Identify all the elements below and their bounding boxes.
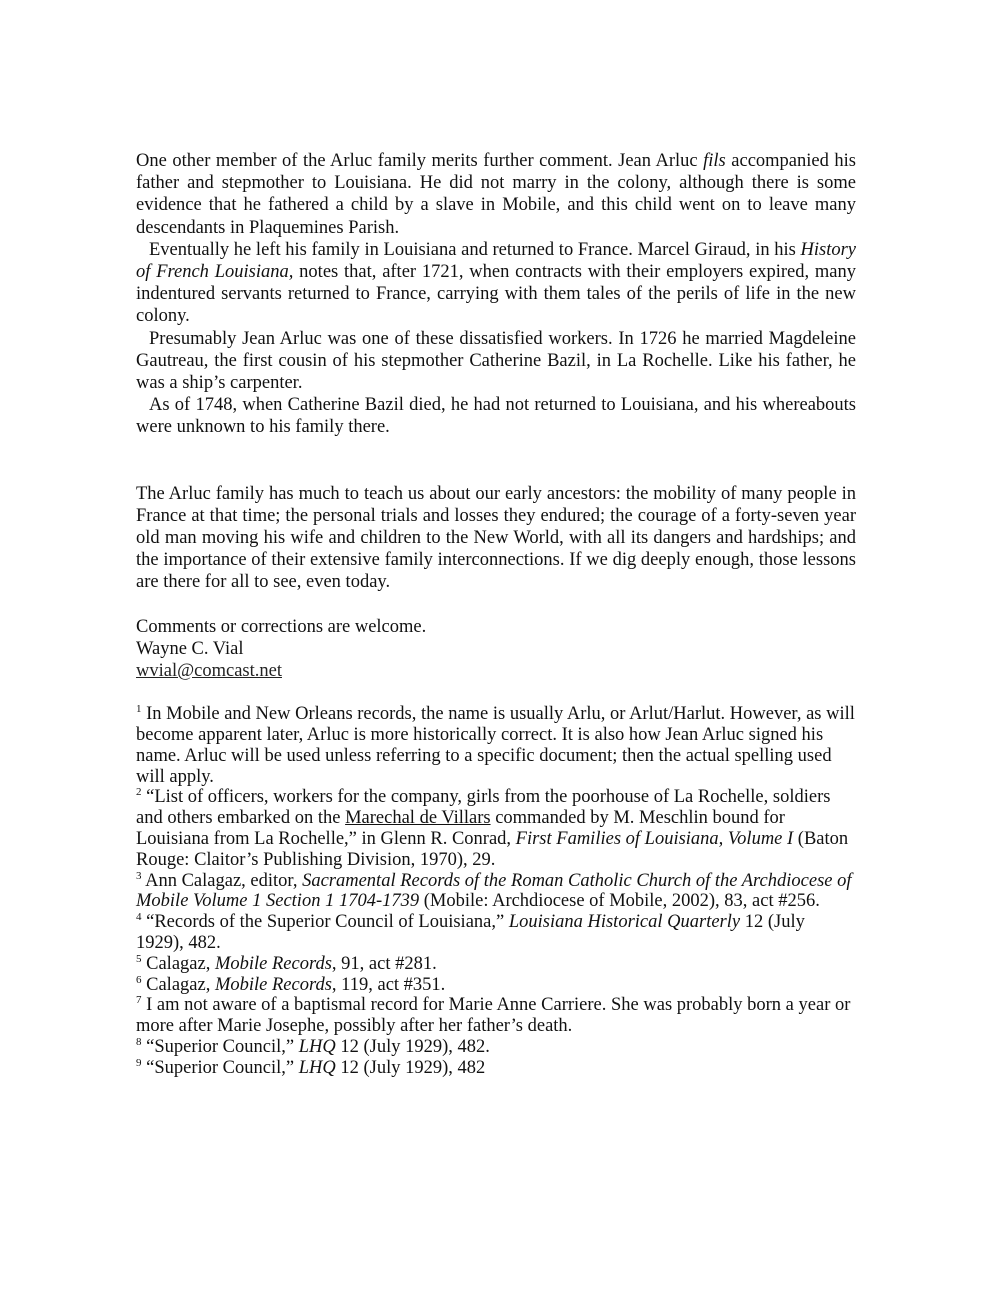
footnote-3-text-b: (Mobile: Archdiocese of Mobile, 2002), 83, act #256. [419,891,820,912]
footnote-8-number: 8 [136,1036,142,1049]
para2-text-b: notes that, after 1721, when contracts with their employers expired, many indentured servants returned to France, carrying with them tales of the perils of life in the new colony. [136,262,856,327]
footnote-3-title: Sacramental Records of the Roman Catholic Church of the Archdiocese of Mobile Volume 1 Section 1 1704-1739 [136,870,852,912]
footnote-8-text-b: 12 (July 1929), 482. [335,1037,490,1058]
footnote-2-title: First Families of Louisiana, Volume I [515,829,794,850]
footnote-7 [136,995,856,1037]
footnote-9-text-b: 12 (July 1929), 482 [335,1057,486,1078]
footnote-5-title: Mobile Records [214,953,332,974]
footnote-2 [136,787,856,870]
footnote-7-number: 7 [136,994,142,1007]
footnote-2-text-a: “List of officers, workers for the company, girls from the poorhouse of La Rochelle, soldiers and others embarked on the [136,787,831,829]
paragraph-dissatisfied-workers: Presumably Jean Arluc was one of these dissatisfied workers. In 1726 he married Magdeleine Gautreau, the first cousin of his stepmother Catherine Bazil, in La Rochelle. Like his father, he was a ship’s carpenter. [136,328,856,394]
footnote-4-title: Louisiana Historical Quarterly [508,912,741,933]
footnote-5 [136,954,856,975]
footnote-9-text-a: “Superior Council,” [141,1057,299,1078]
footnote-6-text-b: , 119, act #351. [331,974,446,995]
footnote-1 [136,704,856,787]
footnote-9-title: LHQ [298,1057,336,1078]
footnote-1-number: 1 [136,703,142,716]
footnote-6-title: Mobile Records [214,974,332,995]
footnote-6-text-a: Calagaz, [141,974,215,995]
para2-text-a: Eventually he left his family in Louisiana and returned to France. Marcel Giraud, in his [149,239,801,260]
footnote-9 [136,1058,856,1079]
footnote-4-text-a: “Records of the Superior Council of Louisiana,” [141,912,509,933]
signature-block [136,616,856,683]
paragraph-catherine-bazil-died: As of 1748, when Catherine Bazil died, he had not returned to Louisiana, and his whereabouts were unknown to his family there. [136,395,856,438]
footnote-6 [136,975,856,996]
footnote-5-text-b: , 91, act #281. [331,953,437,974]
footnote-8-text-a: “Superior Council,” [141,1037,299,1058]
footnote-3 [136,871,856,913]
footnote-3-text-a: Ann Calagaz, editor, [141,870,303,891]
paragraph-conclusion: The Arluc family has much to teach us about our early ancestors: the mobility of many people in France at that time; the personal trials and losses they endured; the courage of a forty-seven year old man moving his wife and children to the New World, with all its dangers and hardships; and the importance of their extensive family interconnections. If we dig deeply enough, those lessons are there for all to see, even today. [136,483,856,593]
footnote-4-number: 4 [136,911,142,924]
fils-italic: fils [703,151,726,171]
paragraph-returned-to-france [136,239,856,328]
footnote-4 [136,912,856,954]
author-email-link[interactable]: wvial@comcast.net [136,661,282,682]
para1-text-b: accompanied his father and stepmother to Louisiana. He did not marry in the colony, although there is some evidence that he fathered a child by a slave in Mobile, and this child went on to leave many descendants in Plaquemines Parish. [136,151,856,238]
footnote-2-number: 2 [136,786,142,799]
footnote-2-text-c: (Baton Rouge: Claitor’s Publishing Division, 1970), 29. [136,829,849,870]
footnote-8-title: LHQ [298,1037,336,1058]
author-name: Wayne C. Vial [136,638,244,659]
footnote-3-number: 3 [136,869,142,882]
comments-line: Comments or corrections are welcome. [136,616,427,637]
ship-name-underlined: Marechal de Villars [345,808,491,829]
footnote-8 [136,1037,856,1058]
footnote-7-text: I am not aware of a baptismal record for Marie Anne Carriere. She was probably born a year or more after Marie Josephe, possibly after her father’s death. [136,995,851,1037]
footnote-4-text-b: 12 (July 1929), 482. [136,912,805,954]
paragraph-jean-arluc-fils [136,150,856,239]
footnote-5-text-a: Calagaz, [141,953,215,974]
footnote-6-number: 6 [136,973,142,986]
footnote-5-number: 5 [136,952,142,965]
document-page [136,150,856,1079]
para1-text-a: One other member of the Arluc family merits further comment. Jean Arluc [136,151,704,171]
footnotes [136,704,856,1078]
footnote-2-text-b: commanded by M. Meschlin bound for Louisiana from La Rochelle,” in Glenn R. Conrad, [136,808,785,850]
footnote-9-number: 9 [136,1056,142,1069]
footnote-1-text: In Mobile and New Orleans records, the name is usually Arlu, or Arlut/Harlut. However, as will become apparent later, Arluc is more historically correct. It is also how Jean Arluc signed his name. Arluc will be used unless referring to a specific document; then the actual spelling used will apply. [136,704,855,787]
giraud-book-title: History of French Louisiana, [136,239,856,283]
body-text [136,150,856,682]
